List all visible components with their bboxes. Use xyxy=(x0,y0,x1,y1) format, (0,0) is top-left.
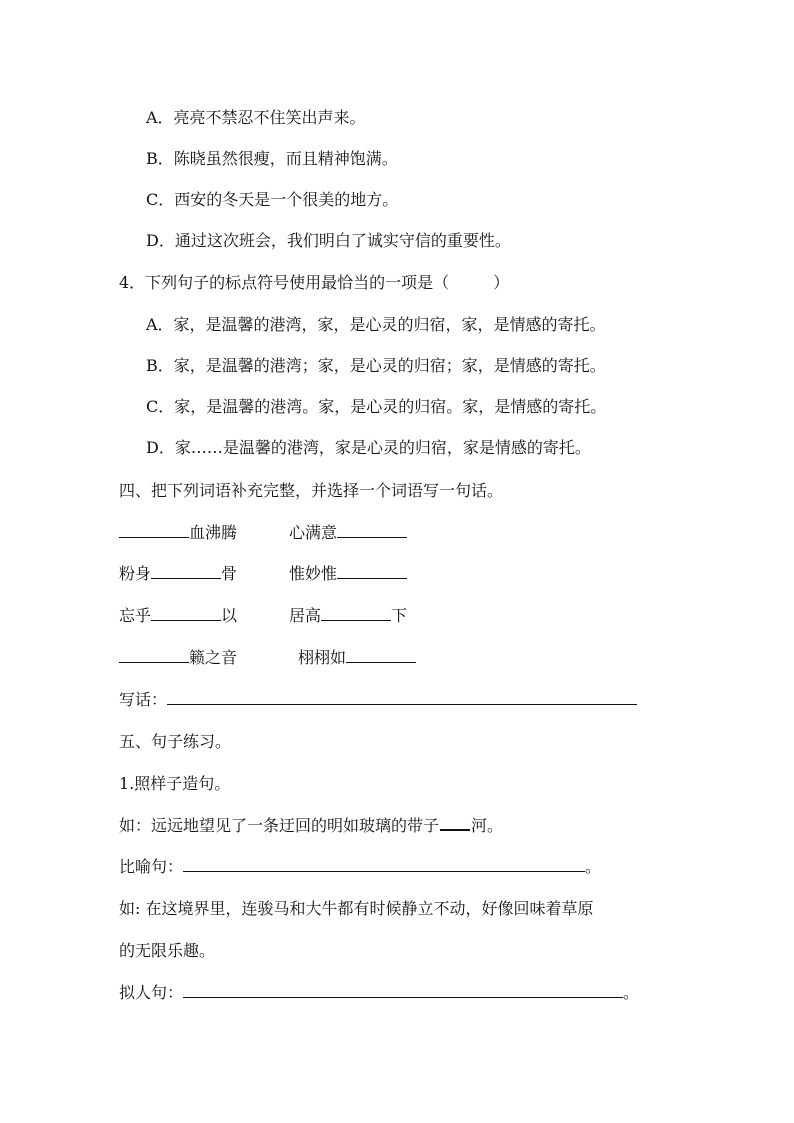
idiom-row-1-left xyxy=(119,522,237,544)
example-1 xyxy=(119,815,503,837)
fill-blank[interactable] xyxy=(346,647,416,663)
fill-blank[interactable] xyxy=(119,522,189,538)
option-3b: B．陈晓虽然很瘦，而且精神饱满。 xyxy=(146,149,398,168)
idiom-row-3-right xyxy=(289,605,407,627)
write-label: 写话： xyxy=(119,690,168,709)
idiom-text: 忘乎 xyxy=(119,606,152,625)
question-4-stem xyxy=(119,272,509,294)
idiom-text: 粉身 xyxy=(119,564,152,583)
idiom-text: 以 xyxy=(221,606,238,625)
end-mark: 。 xyxy=(585,857,602,876)
option-4b: B．家，是温馨的港湾；家，是心灵的归宿；家，是情感的寄托。 xyxy=(146,356,606,375)
idiom-text: 居高 xyxy=(289,606,322,625)
idiom-text: 骨 xyxy=(221,564,238,583)
idiom-text: 惟妙惟 xyxy=(289,564,338,583)
example-2-line-2: 的无限乐趣。 xyxy=(119,941,216,960)
idiom-text: 栩栩如 xyxy=(298,648,347,667)
write-sentence-row xyxy=(119,689,637,711)
idiom-row-3-left xyxy=(119,605,237,627)
idiom-row-2-left xyxy=(119,563,237,585)
question-4-close-paren: ） xyxy=(493,273,510,292)
fill-blank[interactable] xyxy=(337,563,407,579)
example-2-line-1: 如: 在这境界里，连骏马和大牛都有时候静立不动，好像回味着草原 xyxy=(119,899,594,918)
example-1-text: 如：远远地望见了一条迂回的明如玻璃的带子 xyxy=(119,816,440,835)
section-5-title: 五、句子练习。 xyxy=(119,732,232,751)
personification-answer-line[interactable] xyxy=(183,982,623,998)
fill-blank[interactable] xyxy=(337,522,407,538)
option-4d: D．家……是温馨的港湾，家是心灵的归宿，家是情感的寄托。 xyxy=(146,438,591,457)
fill-blank[interactable] xyxy=(151,563,221,579)
em-dash-mark xyxy=(440,818,470,831)
fill-blank[interactable] xyxy=(321,605,391,621)
option-4c: C．家，是温馨的港湾。家，是心灵的归宿。家，是情感的寄托。 xyxy=(146,397,607,416)
idiom-text: 籁之音 xyxy=(189,648,238,667)
metaphor-label: 比喻句： xyxy=(119,857,184,876)
fill-blank[interactable] xyxy=(119,647,189,663)
end-mark: 。 xyxy=(623,983,640,1002)
idiom-text: 心满意 xyxy=(289,523,338,542)
idiom-text: 血沸腾 xyxy=(189,523,238,542)
question-4-stem-text: 4．下列句子的标点符号使用最恰当的一项是（ xyxy=(119,273,450,292)
exercise-1-instruction: 1.照样子造句。 xyxy=(119,774,231,793)
metaphor-sentence-row xyxy=(119,856,601,878)
idiom-row-1-right xyxy=(289,522,407,544)
idiom-text: 下 xyxy=(391,606,408,625)
section-4-title: 四、把下列词语补充完整，并选择一个词语写一句话。 xyxy=(119,481,504,500)
idiom-row-4-right xyxy=(298,647,416,669)
option-3c: C．西安的冬天是一个很美的地方。 xyxy=(146,190,399,209)
personification-label: 拟人句： xyxy=(119,983,184,1002)
idiom-row-2-right xyxy=(289,563,407,585)
option-3d: D．通过这次班会，我们明白了诚实守信的重要性。 xyxy=(146,231,511,250)
example-1-end: 河。 xyxy=(471,816,504,835)
option-4a: A．家，是温馨的港湾，家，是心灵的归宿，家，是情感的寄托。 xyxy=(146,315,606,334)
idiom-row-4-left xyxy=(119,647,237,669)
option-3a: A．亮亮不禁忍不住笑出声来。 xyxy=(146,108,366,127)
metaphor-answer-line[interactable] xyxy=(183,856,585,872)
fill-blank[interactable] xyxy=(151,605,221,621)
personification-sentence-row xyxy=(119,982,639,1004)
write-sentence-line[interactable] xyxy=(167,689,637,705)
